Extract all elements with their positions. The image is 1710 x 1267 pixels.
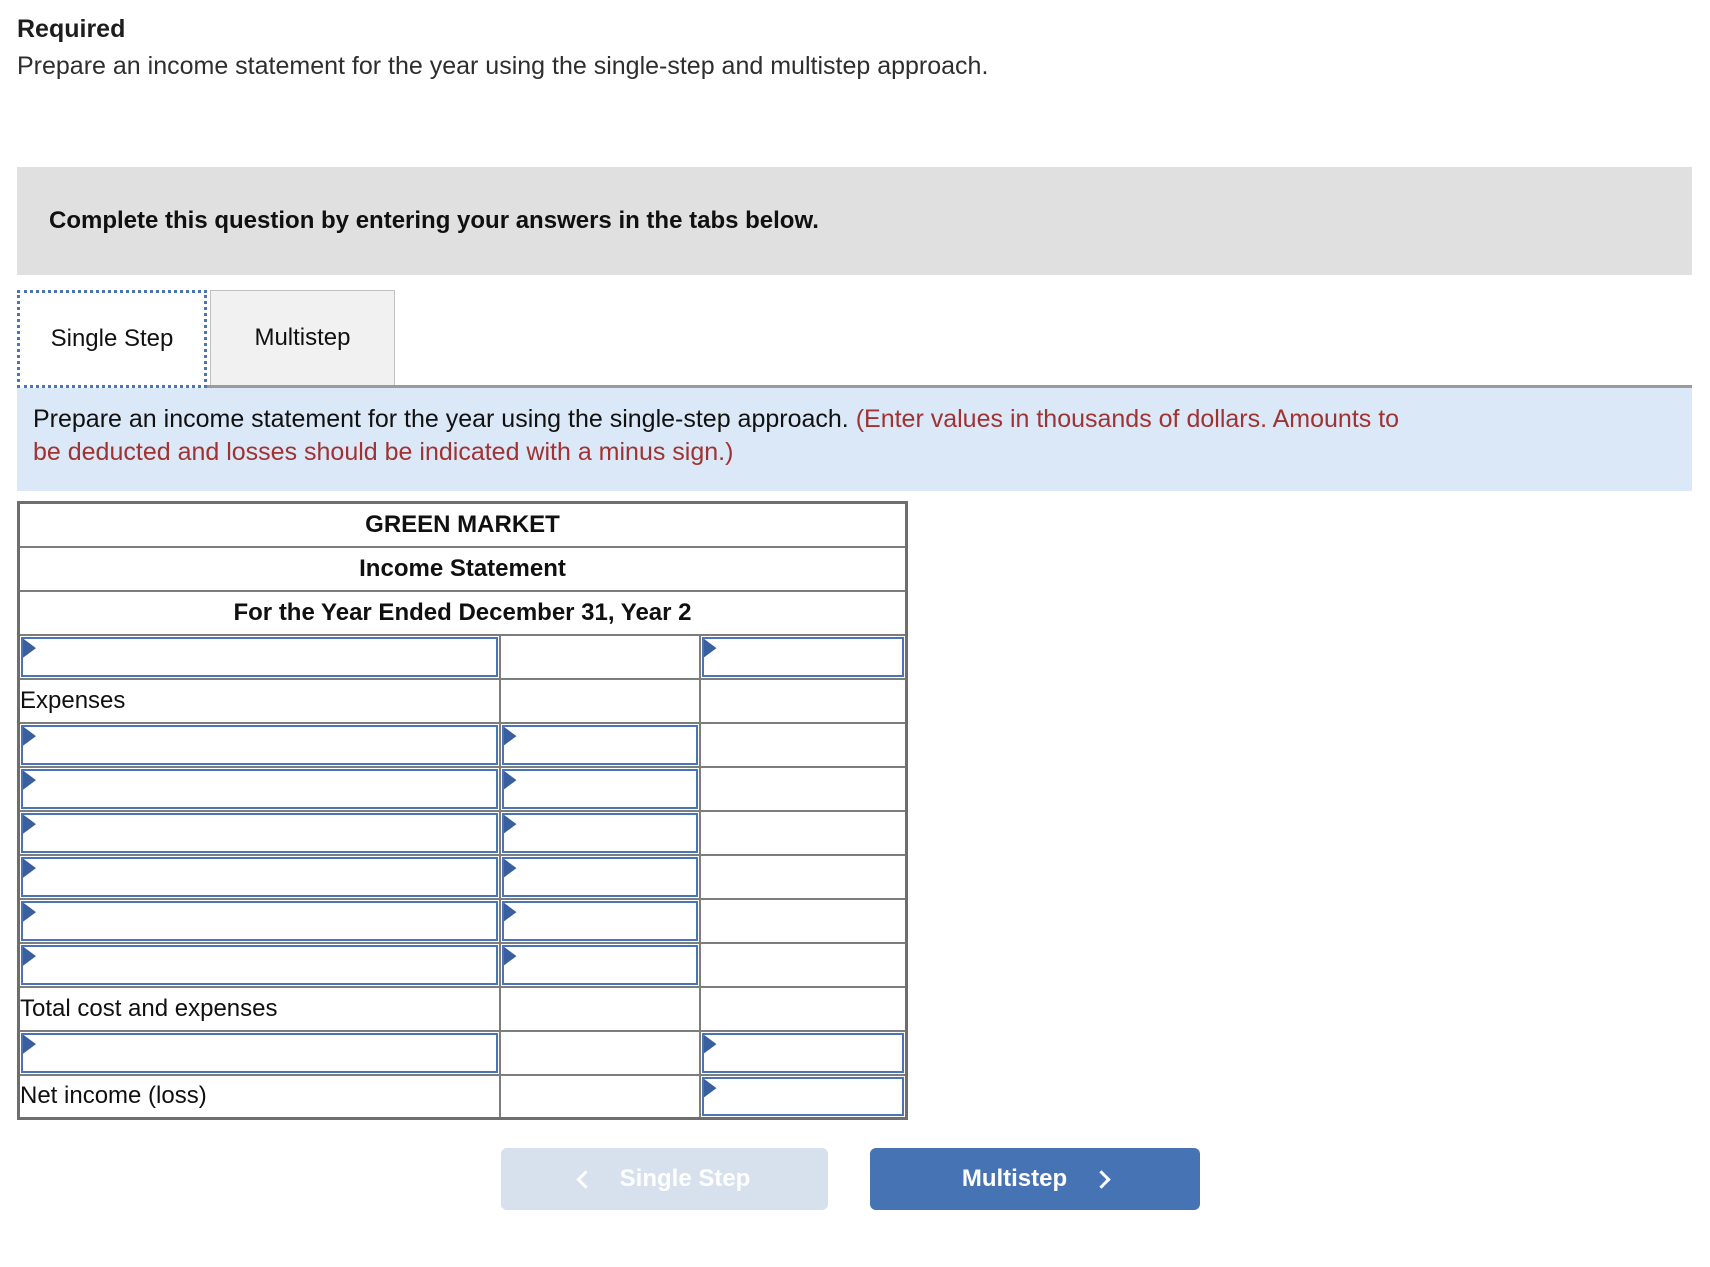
total-row: [19, 987, 907, 1031]
statement-title-row: [19, 503, 907, 547]
instruction-emphasis-line1: (Enter values in thousands of dollars. Amounts to: [855, 405, 1400, 433]
pre-net-row: [19, 1031, 907, 1075]
empty-cell: [500, 679, 700, 723]
empty-cell: [500, 987, 700, 1031]
amount-input[interactable]: [702, 637, 905, 677]
amount-input[interactable]: [502, 945, 698, 985]
empty-cell: [700, 723, 907, 767]
income-statement-table: [17, 501, 908, 1120]
empty-cell: [700, 899, 907, 943]
empty-cell: [500, 1031, 700, 1075]
statement-label: Net income (loss): [19, 1075, 500, 1119]
amount-input[interactable]: [502, 769, 698, 809]
input-cell: [700, 635, 907, 679]
statement-subtitle-row: [19, 547, 907, 591]
required-subtitle: Prepare an income statement for the year using the single-step and multistep approach.: [17, 52, 989, 80]
input-cell: [19, 723, 500, 767]
instruction-emphasis-line2: be deducted and losses should be indicated with a minus sign.): [33, 438, 734, 466]
input-cell: [500, 943, 700, 987]
statement-period-row: [19, 591, 907, 635]
tab-single-step-label: Single Step: [50, 325, 174, 352]
description-input[interactable]: [21, 857, 498, 897]
input-cell: [19, 811, 500, 855]
empty-cell: [700, 767, 907, 811]
instruction-box: [17, 388, 1692, 491]
statement-label: Total cost and expenses: [19, 987, 500, 1031]
next-button-label: Multistep: [961, 1165, 1068, 1192]
input-cell: [700, 1075, 907, 1119]
expense-row-1: [19, 723, 907, 767]
empty-cell: [500, 1075, 700, 1119]
description-input[interactable]: [21, 725, 498, 765]
input-cell: [500, 723, 700, 767]
revenue-row: [19, 635, 907, 679]
banner-text: Complete this question by entering your answers in the tabs below.: [49, 207, 819, 234]
tab-single-step[interactable]: [17, 290, 207, 388]
input-cell: [500, 899, 700, 943]
input-cell: [19, 855, 500, 899]
expense-row-4: [19, 855, 907, 899]
input-cell: [19, 767, 500, 811]
statement-title: GREEN MARKET: [19, 503, 907, 547]
empty-cell: [700, 811, 907, 855]
footer-nav: [17, 1148, 1692, 1210]
amount-input[interactable]: [502, 725, 698, 765]
empty-cell: [700, 679, 907, 723]
description-input[interactable]: [21, 945, 498, 985]
description-input[interactable]: [21, 1033, 498, 1073]
tab-multistep-label: Multistep: [254, 324, 351, 351]
amount-input[interactable]: [502, 857, 698, 897]
input-cell: [19, 1031, 500, 1075]
prev-button-label: Single Step: [619, 1165, 751, 1192]
banner: [17, 167, 1692, 275]
expense-row-5: [19, 899, 907, 943]
amount-input[interactable]: [702, 1033, 905, 1073]
input-cell: [700, 1031, 907, 1075]
description-input[interactable]: [21, 769, 498, 809]
amount-input[interactable]: [702, 1077, 905, 1117]
tab-multistep[interactable]: [210, 290, 395, 385]
statement-label: Expenses: [19, 679, 500, 723]
amount-input[interactable]: [502, 901, 698, 941]
description-input[interactable]: [21, 813, 498, 853]
instruction-text: Prepare an income statement for the year using the single-step approach.: [33, 405, 856, 433]
empty-cell: [700, 943, 907, 987]
input-cell: [19, 635, 500, 679]
input-cell: [500, 855, 700, 899]
required-heading: Required: [17, 15, 126, 43]
tab-strip: [17, 290, 1692, 388]
prev-single-step-button[interactable]: [501, 1148, 828, 1210]
empty-cell: [500, 635, 700, 679]
input-cell: [500, 811, 700, 855]
page: [0, 14, 1710, 1210]
description-input[interactable]: [21, 637, 498, 677]
net-income-row: [19, 1075, 907, 1119]
expense-row-3: [19, 811, 907, 855]
input-cell: [500, 767, 700, 811]
expenses-section-row: [19, 679, 907, 723]
expense-row-2: [19, 767, 907, 811]
input-cell: [19, 943, 500, 987]
statement-subtitle: Income Statement: [19, 547, 907, 591]
empty-cell: [700, 987, 907, 1031]
chevron-right-icon: [1092, 1170, 1110, 1188]
empty-cell: [700, 855, 907, 899]
expense-row-6: [19, 943, 907, 987]
statement-body: [19, 635, 907, 1119]
next-multistep-button[interactable]: [870, 1148, 1200, 1210]
description-input[interactable]: [21, 901, 498, 941]
statement-period: For the Year Ended December 31, Year 2: [19, 591, 907, 635]
input-cell: [19, 899, 500, 943]
chevron-left-icon: [576, 1170, 594, 1188]
amount-input[interactable]: [502, 813, 698, 853]
